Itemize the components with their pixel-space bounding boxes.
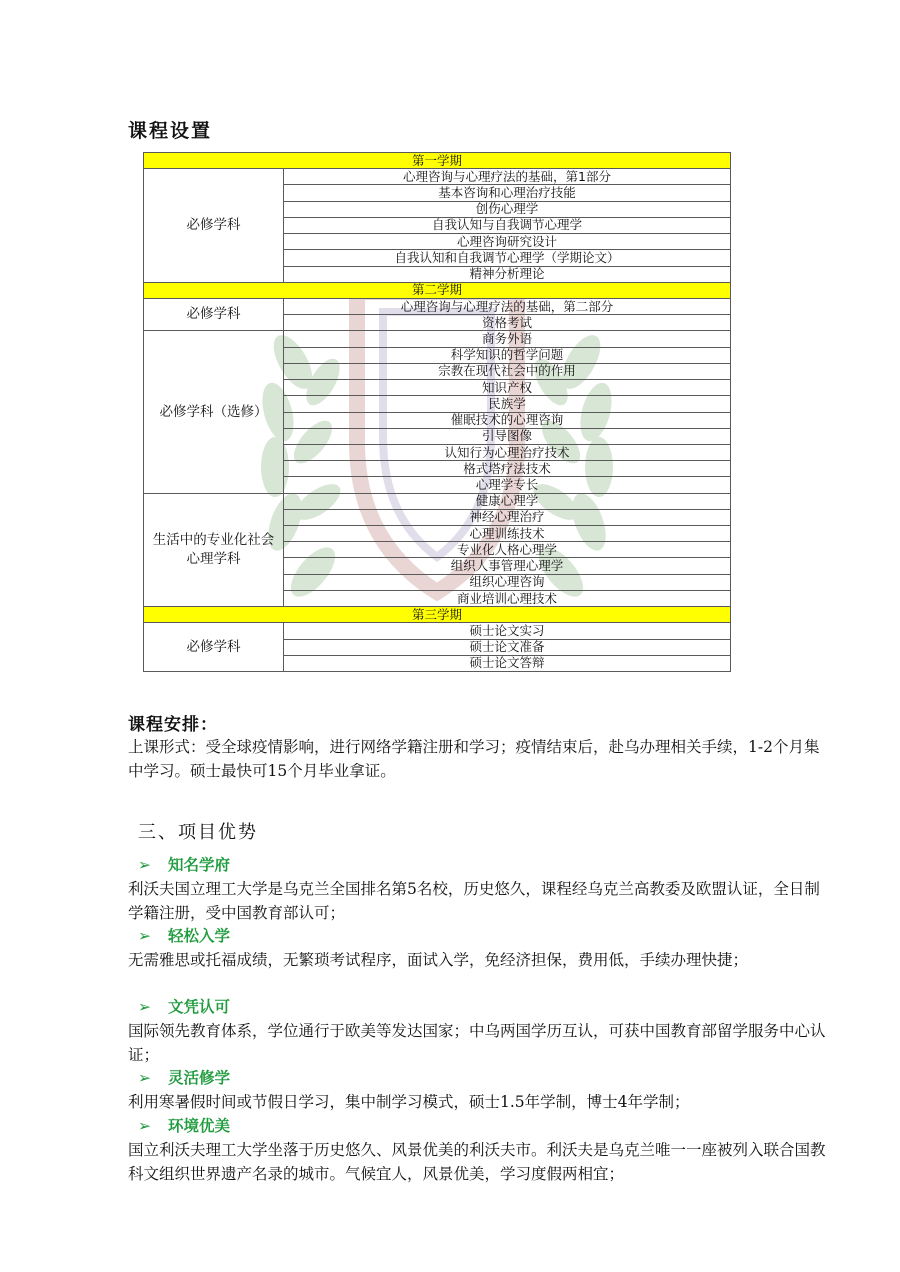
- course-cell: 认知行为心理治疗技术: [284, 444, 731, 460]
- course-cell: 专业化人格心理学: [284, 542, 731, 558]
- advantage-heading: [138, 925, 230, 947]
- course-cell: 自我认知与自我调节心理学: [284, 217, 731, 233]
- course-cell: 心理咨询与心理疗法的基础，第1部分: [284, 169, 731, 185]
- category-cell: 必修学科（选修）: [144, 331, 284, 493]
- course-cell: 资格考试: [284, 315, 731, 331]
- course-cell: 科学知识的哲学问题: [284, 347, 731, 363]
- course-cell: 宗教在现代社会中的作用: [284, 363, 731, 379]
- course-cell: 创伤心理学: [284, 201, 731, 217]
- advantage-text: 利用寒暑假时间或节假日学习，集中制学习模式，硕士1.5年学制，博士4年学制；: [128, 1093, 690, 1111]
- advantage-text: 国际领先教育体系，学位通行于欧美等发达国家；中乌两国学历互认，可获中国教育部留学服务中心认证；: [128, 1022, 826, 1064]
- category-cell: 生活中的专业化社会心理学科: [144, 493, 284, 607]
- course-cell: 硕士论文答辩: [284, 655, 731, 671]
- course-arrangement-text: 上课形式：受全球疫情影响，进行网络学籍注册和学习；疫情结束后，赴乌办理相关手续，1-2个月集中学习。硕士最快可15个月毕业拿证。: [128, 738, 820, 780]
- course-cell: 硕士论文准备: [284, 639, 731, 655]
- course-cell: 心理咨询研究设计: [284, 234, 731, 250]
- course-cell: 心理训练技术: [284, 526, 731, 542]
- course-row: [144, 493, 731, 509]
- course-cell: 知识产权: [284, 380, 731, 396]
- semester-header-row: [144, 153, 731, 169]
- course-cell: 精神分析理论: [284, 266, 731, 282]
- course-row: [144, 623, 731, 639]
- arrow-bullet-icon: ➢: [138, 998, 151, 1016]
- advantage-heading: [138, 996, 230, 1018]
- course-cell: 健康心理学: [284, 493, 731, 509]
- category-cell: 必修学科: [144, 623, 284, 672]
- advantage-text: 利沃夫国立理工大学是乌克兰全国排名第5名校，历史悠久，课程经乌克兰高教委及欧盟认证，全日制学籍注册，受中国教育部认可；: [128, 880, 820, 922]
- curriculum-table-wrapper: [143, 152, 731, 672]
- curriculum-table: [143, 152, 731, 672]
- course-cell: 自我认知和自我调节心理学（学期论文）: [284, 250, 731, 266]
- advantage-heading-label: 轻松入学: [168, 927, 231, 945]
- advantage-text: 国立利沃夫理工大学坐落于历史悠久、风景优美的利沃夫市。利沃夫是乌克兰唯一一座被列入联合国教科文组织世界遗产名录的城市。气候宜人，风景优美，学习度假两相宜；: [128, 1141, 826, 1183]
- advantage-heading: [138, 1067, 230, 1089]
- course-cell: 民族学: [284, 396, 731, 412]
- arrow-bullet-icon: ➢: [138, 856, 151, 874]
- course-cell: 引导图像: [284, 428, 731, 444]
- arrow-bullet-icon: ➢: [138, 927, 151, 945]
- category-cell: 必修学科: [144, 169, 284, 283]
- course-cell: 心理学专长: [284, 477, 731, 493]
- semester-header-row: [144, 607, 731, 623]
- semester-header-row: [144, 282, 731, 298]
- course-cell: 组织心理咨询: [284, 574, 731, 590]
- course-cell: 神经心理治疗: [284, 509, 731, 525]
- course-cell: 格式塔疗法技术: [284, 461, 731, 477]
- course-row: [144, 298, 731, 314]
- course-cell: 商业培训心理技术: [284, 590, 731, 606]
- course-cell: 商务外语: [284, 331, 731, 347]
- course-cell: 组织人事管理心理学: [284, 558, 731, 574]
- category-cell: 必修学科: [144, 298, 284, 330]
- arrow-bullet-icon: ➢: [138, 1117, 151, 1135]
- course-cell: 基本咨询和心理治疗技能: [284, 185, 731, 201]
- course-arrangement-title: 课程安排：: [128, 715, 218, 735]
- course-cell: 催眠技术的心理咨询: [284, 412, 731, 428]
- advantage-heading-label: 文凭认可: [168, 998, 231, 1016]
- advantage-heading: [138, 854, 230, 876]
- advantage-heading-label: 知名学府: [168, 856, 231, 874]
- project-advantages-title: 三、项目优势: [138, 822, 258, 843]
- semester-label: 第二学期: [144, 282, 731, 298]
- advantage-heading-label: 环境优美: [168, 1117, 231, 1135]
- course-cell: 心理咨询与心理疗法的基础，第二部分: [284, 298, 731, 314]
- course-setup-title: 课程设置: [128, 120, 213, 142]
- semester-label: 第一学期: [144, 153, 731, 169]
- course-row: [144, 331, 731, 347]
- course-cell: 硕士论文实习: [284, 623, 731, 639]
- semester-label: 第三学期: [144, 607, 731, 623]
- advantage-heading: [138, 1115, 230, 1137]
- arrow-bullet-icon: ➢: [138, 1069, 151, 1087]
- advantage-text: 无需雅思或托福成绩，无繁琐考试程序，面试入学，免经济担保，费用低，手续办理快捷；: [128, 951, 749, 969]
- course-row: [144, 169, 731, 185]
- advantage-heading-label: 灵活修学: [168, 1069, 231, 1087]
